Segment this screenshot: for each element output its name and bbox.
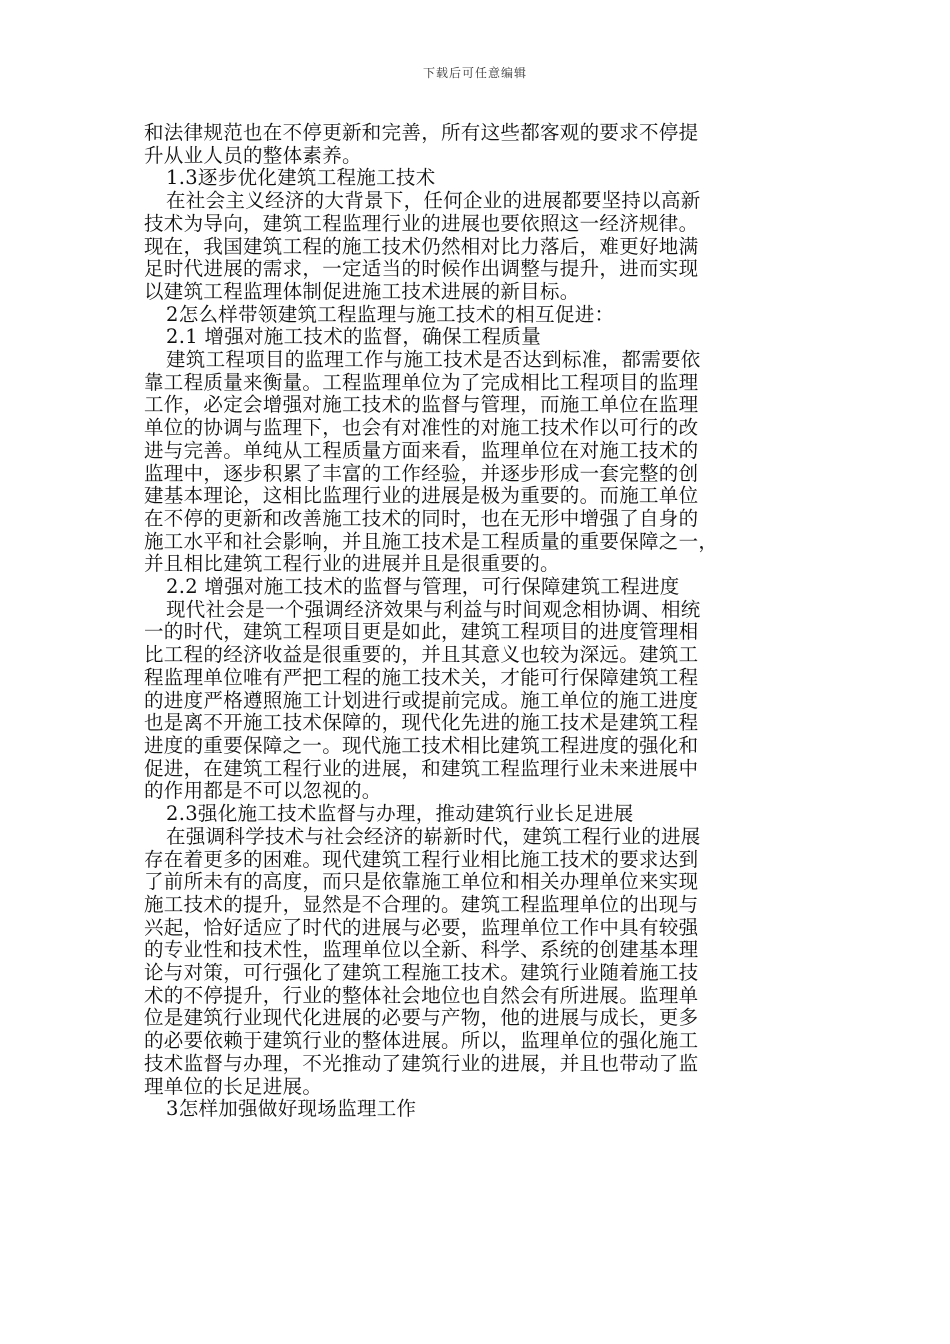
text-line: 1.3逐步优化建筑工程施工技术	[166, 167, 436, 190]
text-line: 施工水平和社会影响，并且施工技术是工程质量的重要保障之一，	[144, 530, 719, 553]
text-line: 的必要依赖于建筑行业的整体进展。所以，监理单位的强化施工	[144, 1030, 699, 1053]
text-line: 2怎么样带领建筑工程监理与施工技术的相互促进：	[166, 303, 615, 326]
text-line: 在社会主义经济的大背景下，任何企业的进展都要坚持以高新	[166, 190, 701, 213]
text-line: 监理中，逐步积累了丰富的工作经验，并逐步形成一套完整的创	[144, 462, 699, 485]
text-line: 论与对策，可行强化了建筑工程施工技术。建筑行业随着施工技	[144, 962, 699, 985]
text-line: 技术为导向，建筑工程监理行业的进展也要依照这一经济规律。	[144, 212, 699, 235]
text-line: 升从业人员的整体素养。	[144, 144, 362, 167]
text-line: 2.1 增强对施工技术的监督，确保工程质量	[166, 326, 542, 349]
text-line: 并且相比建筑工程行业的进展并且是很重要的。	[144, 553, 560, 576]
text-line: 建筑工程项目的监理工作与施工技术是否达到标准，都需要依	[166, 349, 701, 372]
text-line: 2.3强化施工技术监督与办理，推动建筑行业长足进展	[166, 803, 634, 826]
document-body	[144, 122, 784, 1121]
text-line: 在不停的更新和改善施工技术的同时，也在无形中增强了自身的	[144, 507, 699, 530]
text-line: 一的时代，建筑工程项目更是如此，建筑工程项目的进度管理相	[144, 621, 699, 644]
text-line: 的作用都是不可以忽视的。	[144, 780, 382, 803]
text-line: 也是离不开施工技术保障的，现代化先进的施工技术是建筑工程	[144, 712, 699, 735]
text-line: 进度的重要保障之一。现代施工技术相比建筑工程进度的强化和	[144, 734, 699, 757]
text-line: 理单位的长足进展。	[144, 1075, 323, 1098]
text-line: 了前所未有的高度，而只是依靠施工单位和相关办理单位来实现	[144, 871, 699, 894]
text-line: 的进度严格遵照施工计划进行或提前完成。施工单位的施工进度	[144, 689, 699, 712]
text-line: 程监理单位唯有严把工程的施工技术关，才能可行保障建筑工程	[144, 666, 699, 689]
text-line: 的专业性和技术性，监理单位以全新、科学、系统的创建基本理	[144, 939, 699, 962]
text-line: 术的不停提升，行业的整体社会地位也自然会有所进展。监理单	[144, 984, 699, 1007]
text-line: 建基本理论，这相比监理行业的进展是极为重要的。而施工单位	[144, 485, 699, 508]
text-line: 工作，必定会增强对施工技术的监督与管理，而施工单位在监理	[144, 394, 699, 417]
text-line: 足时代进展的需求，一定适当的时候作出调整与提升，进而实现	[144, 258, 699, 281]
text-line: 以建筑工程监理体制促进施工技术进展的新目标。	[144, 280, 580, 303]
text-line: 比工程的经济收益是很重要的，并且其意义也较为深远。建筑工	[144, 644, 699, 667]
text-line: 兴起，恰好适应了时代的进展与必要，监理单位工作中具有较强	[144, 916, 699, 939]
page-header: 下载后可任意编辑	[422, 66, 527, 80]
text-line: 靠工程质量来衡量。工程监理单位为了完成相比工程项目的监理	[144, 371, 699, 394]
text-line: 促进，在建筑工程行业的进展，和建筑工程监理行业未来进展中	[144, 757, 699, 780]
text-line: 和法律规范也在不停更新和完善，所有这些都客观的要求不停提	[144, 122, 699, 144]
text-line: 进与完善。单纯从工程质量方面来看，监理单位在对施工技术的	[144, 439, 699, 462]
text-line: 位是建筑行业现代化进展的必要与产物，他的进展与成长，更多	[144, 1007, 699, 1030]
text-line: 现在，我国建筑工程的施工技术仍然相对比力落后，难更好地满	[144, 235, 699, 258]
text-line: 在强调科学技术与社会经济的崭新时代，建筑工程行业的进展	[166, 825, 701, 848]
text-line: 技术监督与办理，不光推动了建筑行业的进展，并且也带动了监	[144, 1052, 699, 1075]
text-line: 3怎样加强做好现场监理工作	[166, 1098, 417, 1121]
text-line: 现代社会是一个强调经济效果与利益与时间观念相协调、相统	[166, 598, 701, 621]
text-line: 存在着更多的困难。现代建筑工程行业相比施工技术的要求达到	[144, 848, 699, 871]
text-line: 2.2 增强对施工技术的监督与管理，可行保障建筑工程进度	[166, 576, 680, 599]
text-line: 施工技术的提升，显然是不合理的。建筑工程监理单位的出现与	[144, 893, 699, 916]
text-line: 单位的协调与监理下，也会有对准性的对施工技术作以可行的改	[144, 417, 699, 440]
